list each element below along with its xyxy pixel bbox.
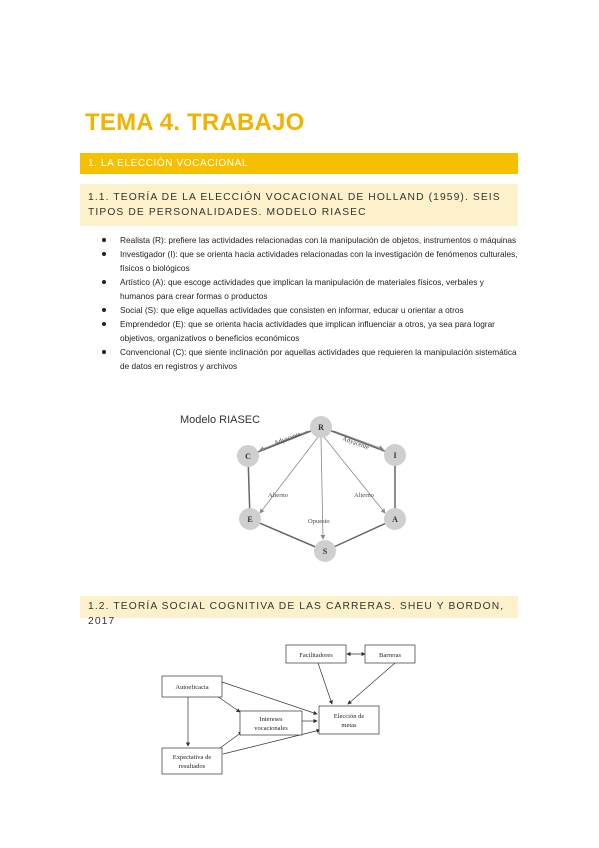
box-expectativa — [162, 748, 222, 774]
bullet-icon — [102, 350, 106, 354]
arrow-barreras-eleccion — [348, 663, 395, 704]
box-intereses-label-1: Intereses — [259, 716, 283, 723]
box-eleccion-label-1: Elección de — [333, 713, 365, 720]
box-facilitadores-label: Facilitadores — [299, 652, 333, 659]
personality-types-list — [100, 233, 518, 373]
label-alterno-left: Alterno — [268, 492, 288, 499]
label-adyacente-left: Adyacente — [273, 430, 302, 447]
node-i — [384, 444, 406, 466]
list-item — [100, 247, 518, 275]
box-eleccion-label-2: metas — [341, 722, 357, 729]
figure-title: Modelo RIASEC — [180, 414, 261, 426]
box-eleccion — [319, 706, 379, 734]
list-item-text: Social (S): que elige aquellas actividades que consisten en informar, educar u orientar a otros — [120, 305, 464, 315]
node-r-label: R — [318, 423, 324, 432]
page-title: TEMA 4. TRABAJO — [85, 109, 305, 136]
box-barreras-label: Barreras — [378, 652, 402, 659]
box-expectativa-label-2: resultados — [178, 763, 206, 770]
node-e — [239, 508, 261, 530]
section-heading-1: 1. LA ELECCIÓN VOCACIONAL — [80, 153, 518, 174]
label-opuesto: Opuesto — [308, 518, 330, 525]
label-adyacente-right: Adyacente — [341, 435, 370, 452]
node-s-label: S — [322, 547, 328, 556]
node-c — [237, 445, 259, 467]
list-item — [100, 317, 518, 345]
riasec-model-figure — [168, 405, 430, 565]
label-alterno-right: Alterno — [354, 492, 374, 499]
list-item — [100, 345, 518, 373]
bullet-icon — [102, 238, 106, 242]
box-intereses-label-2: vocacionales — [254, 725, 288, 732]
list-item — [100, 233, 518, 247]
bullet-icon — [102, 280, 106, 284]
node-r — [310, 416, 332, 438]
bullet-icon — [102, 308, 106, 312]
node-i-label: I — [393, 451, 397, 460]
node-a-label: A — [392, 515, 398, 524]
box-autoeficacia — [162, 676, 222, 697]
box-autoeficacia-label: Autoeficacia — [175, 684, 209, 691]
node-a — [384, 508, 406, 530]
list-item-text: Artístico (A): que escoge actividades que implican la manipulación de materiales físicos, verbales y humanos para crear formas o productos — [120, 277, 484, 301]
list-item-text: Convencional (C): que siente inclinación por aquellas actividades que requieren la manipulación sistemática de datos en registros y archivos — [120, 347, 517, 371]
section-heading-1-1: 1.1. TEORÍA DE LA ELECCIÓN VOCACIONAL DE HOLLAND (1959). SEIS TIPOS DE PERSONALIDADES. MODELO RIASEC — [80, 184, 518, 226]
list-item-text: Emprendedor (E): que se orienta hacia actividades que implican influenciar a otros, ya sea para lograr objetivos, organizativos o beneficios económicos — [120, 319, 495, 343]
box-facilitadores — [286, 645, 346, 663]
arrow-facilitadores-eleccion — [318, 663, 332, 704]
list-item-text: Investigador (I): que se orienta hacia actividades relacionadas con la investigación de fenómenos culturales, físicos o biológicos — [120, 249, 518, 273]
list-item — [100, 275, 518, 303]
box-intereses — [240, 711, 302, 735]
node-c-label: C — [245, 452, 251, 461]
box-expectativa-label-1: Expectativa de — [172, 754, 212, 761]
list-item-text: Realista (R): prefiere las actividades relacionadas con la manipulación de objetos, instrumentos o máquinas — [120, 235, 517, 245]
hex-edge — [325, 519, 395, 551]
arrow-expectativa-intereses — [220, 732, 242, 748]
bullet-icon — [102, 252, 106, 256]
career-theory-diagram — [160, 636, 422, 776]
bullet-icon — [102, 322, 106, 326]
section-heading-1-2: 1.2. TEORÍA SOCIAL COGNITIVA DE LAS CARRERAS. SHEU Y BORDON, 2017 — [80, 596, 518, 618]
box-barreras — [365, 645, 415, 663]
node-e-label: E — [247, 515, 253, 524]
node-s — [314, 540, 336, 562]
list-item — [100, 303, 518, 317]
